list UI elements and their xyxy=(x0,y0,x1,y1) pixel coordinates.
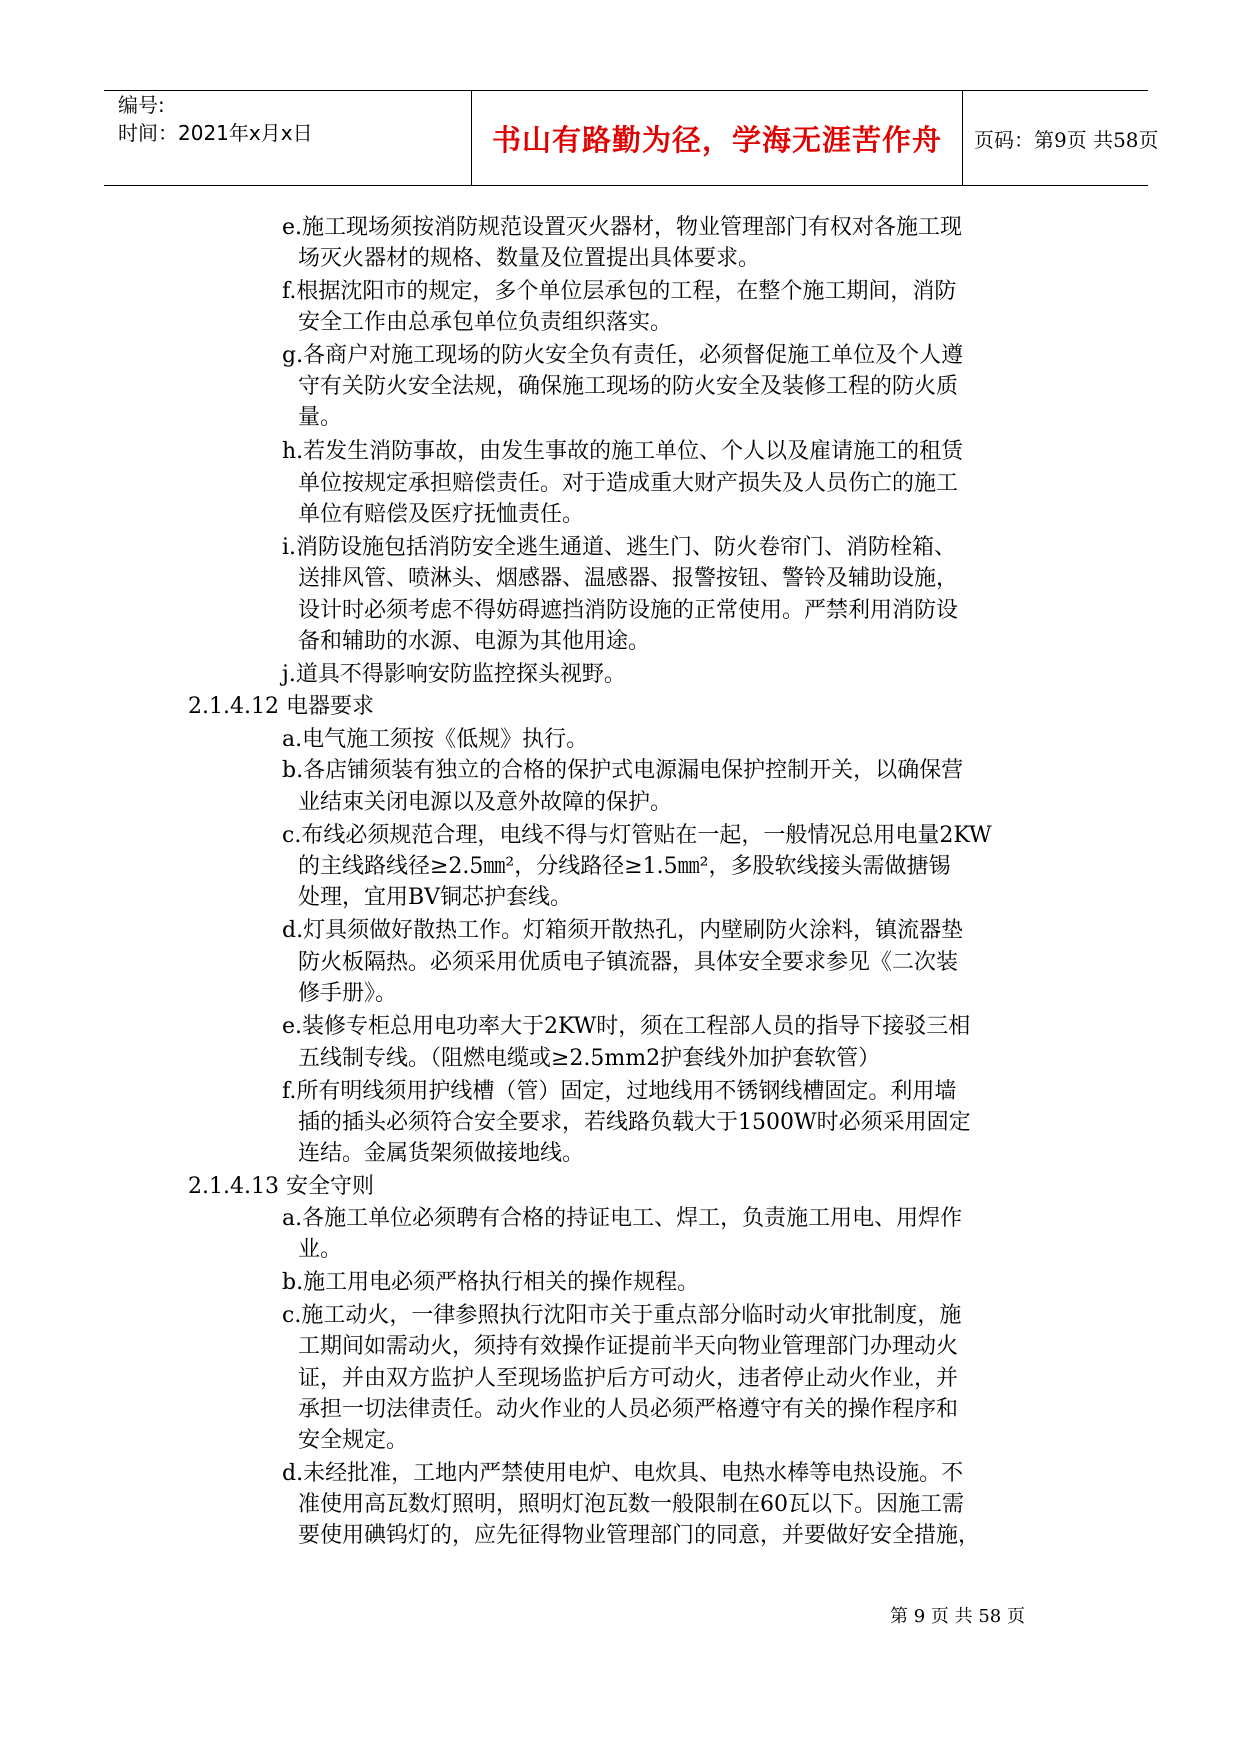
text-line: f.所有明线须用护线槽（管）固定，过地线用不锈钢线槽固定。利用墙 xyxy=(282,1079,957,1104)
text-line: d.未经批准，工地内严禁使用电炉、电炊具、电热水棒等电热设施。不 xyxy=(282,1461,964,1486)
text-line: 安全规定。 xyxy=(298,1428,409,1453)
text-line: 场灭火器材的规格、数量及位置提出具体要求。 xyxy=(298,246,761,271)
text-line: i.消防设施包括消防安全逃生通道、逃生门、防火卷帘门、消防栓箱、 xyxy=(282,535,957,560)
document-code-label: 编号: xyxy=(118,93,165,117)
text-line: 插的插头必须符合安全要求，若线路负载大于1500W时必须采用固定 xyxy=(298,1110,971,1135)
text-line: 处理，宜用BV铜芯护套线。 xyxy=(298,885,573,910)
header-page-code: 页码：第9页 共58页 xyxy=(974,127,1159,152)
text-line: 业。 xyxy=(298,1237,343,1262)
text-line: 五线制专线。（阻燃电缆或≥2.5mm2护套线外加护套软管） xyxy=(298,1046,881,1071)
text-line: h.若发生消防事故，由发生事故的施工单位、个人以及雇请施工的租赁 xyxy=(282,439,964,464)
text-line: a.电气施工须按《低规》执行。 xyxy=(282,727,589,752)
text-line: 量。 xyxy=(298,405,343,430)
text-line: e.施工现场须按消防规范设置灭火器材，物业管理部门有权对各施工现 xyxy=(282,215,963,240)
header-motto: 书山有路勤为径，学海无涯苦作舟 xyxy=(471,91,963,185)
text-line: 备和辅助的水源、电源为其他用途。 xyxy=(298,629,651,654)
text-line: 2.1.4.13 安全守则 xyxy=(188,1174,374,1199)
text-line: 防火板隔热。必须采用优质电子镇流器，具体安全要求参见《二次装 xyxy=(298,950,959,975)
text-line: j.道具不得影响安防监控探头视野。 xyxy=(282,662,626,687)
text-line: c.施工动火，一律参照执行沈阳市关于重点部分临时动火审批制度，施 xyxy=(282,1303,962,1328)
text-line: c.布线必须规范合理，电线不得与灯管贴在一起，一般情况总用电量2KW xyxy=(282,823,992,848)
text-line: 修手册》。 xyxy=(298,981,398,1006)
text-line: 证，并由双方监护人至现场监护后方可动火，违者停止动火作业，并 xyxy=(298,1366,959,1391)
page-footer: 第 9 页 共 58 页 xyxy=(890,1606,1025,1627)
text-line: 工期间如需动火，须持有效操作证提前半天向物业管理部门办理动火 xyxy=(298,1334,959,1359)
document-time: 时间：2021年x月x日 xyxy=(118,121,313,145)
text-line: e.装修专柜总用电功率大于2KW时，须在工程部人员的指导下接驳三相 xyxy=(282,1014,971,1039)
text-line: d.灯具须做好散热工作。灯箱须开散热孔，内壁刷防火涂料，镇流器垫 xyxy=(282,918,964,943)
text-line: 守有关防火安全法规，确保施工现场的防火安全及装修工程的防火质 xyxy=(298,374,959,399)
text-line: 连结。金属货架须做接地线。 xyxy=(298,1141,585,1166)
text-line: 业结束关闭电源以及意外故障的保护。 xyxy=(298,790,673,815)
text-line: 安全工作由总承包单位负责组织落实。 xyxy=(298,310,673,335)
text-line: g.各商户对施工现场的防火安全负有责任，必须督促施工单位及个人遵 xyxy=(282,343,964,368)
text-line: f.根据沈阳市的规定，多个单位层承包的工程，在整个施工期间，消防 xyxy=(282,279,957,304)
text-line: b.施工用电必须严格执行相关的操作规程。 xyxy=(282,1270,700,1295)
header-meta xyxy=(118,91,471,185)
text-line: 承担一切法律责任。动火作业的人员必须严格遵守有关的操作程序和 xyxy=(298,1397,959,1422)
text-line: 送排风管、喷淋头、烟感器、温感器、报警按钮、警铃及辅助设施， xyxy=(298,566,959,591)
text-line: 准使用高瓦数灯照明，照明灯泡瓦数一般限制在60瓦以下。因施工需 xyxy=(298,1492,964,1517)
text-line: a.各施工单位必须聘有合格的持证电工、焊工，负责施工用电、用焊作 xyxy=(282,1206,963,1231)
text-line: b.各店铺须装有独立的合格的保护式电源漏电保护控制开关，以确保营 xyxy=(282,758,964,783)
text-line: 2.1.4.12 电器要求 xyxy=(188,694,374,719)
text-line: 要使用碘钨灯的，应先征得物业管理部门的同意，并要做好安全措施， xyxy=(298,1523,981,1548)
text-line: 单位有赔偿及医疗抚恤责任。 xyxy=(298,502,585,527)
text-line: 单位按规定承担赔偿责任。对于造成重大财产损失及人员伤亡的施工 xyxy=(298,471,959,496)
text-line: 的主线路线径≥2.5㎜²，分线路径≥1.5㎜²，多股软线接头需做搪锡 xyxy=(298,854,951,879)
text-line: 设计时必须考虑不得妨碍遮挡消防设施的正常使用。严禁利用消防设 xyxy=(298,598,959,623)
page-header xyxy=(104,90,1159,186)
